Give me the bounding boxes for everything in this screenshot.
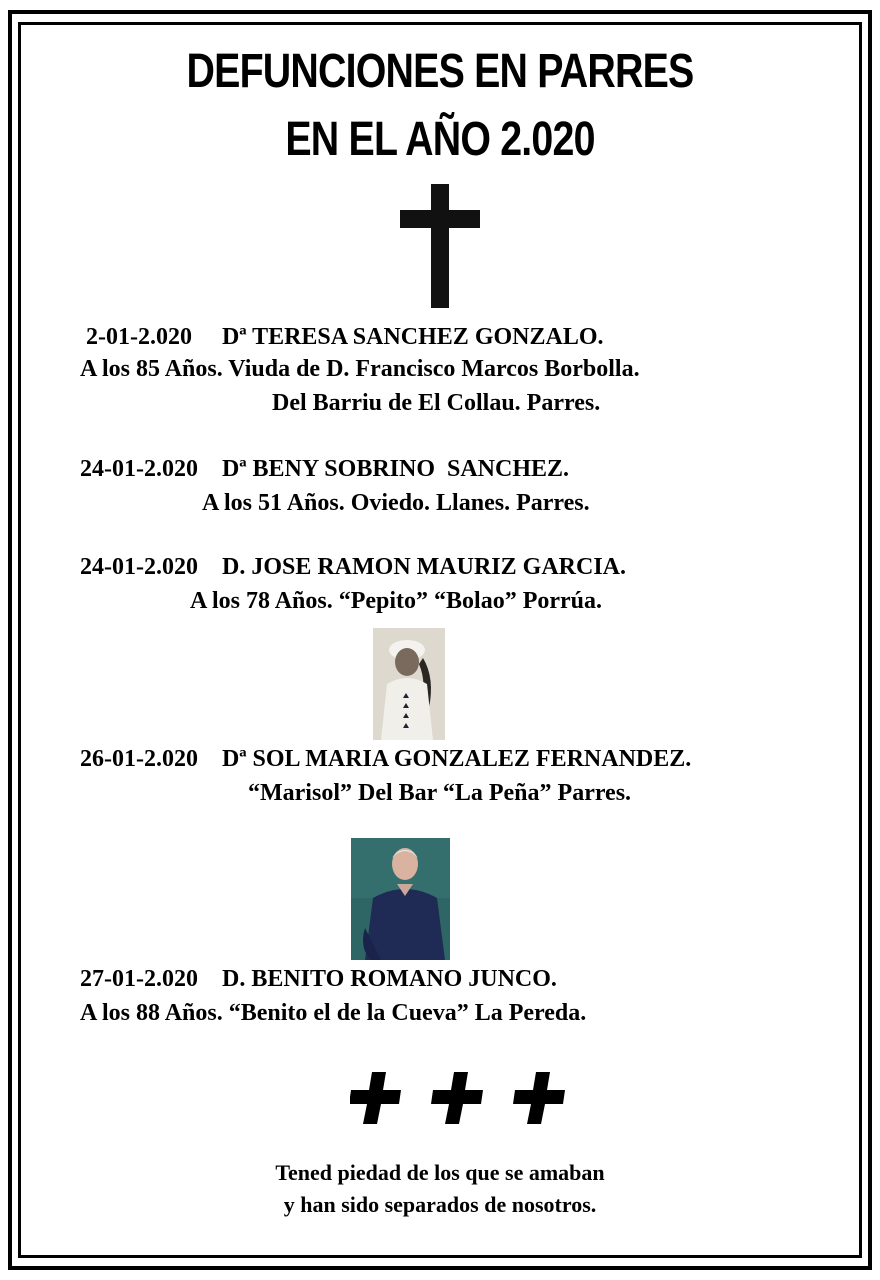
entry-5-header: 27-01-2.020 D. BENITO ROMANO JUNCO.	[80, 966, 557, 992]
entry-4-header: 26-01-2.020 Dª SOL MARIA GONZALEZ FERNANDEZ.	[80, 746, 692, 772]
portrait-photo-benito	[351, 838, 450, 960]
entry-3-detail-1: A los 78 Años. “Pepito” “Bolao” Porrúa.	[190, 588, 603, 614]
entry-1-detail-2: Del Barriu de El Collau. Parres.	[272, 390, 601, 416]
entry-1-header: 2-01-2.020 Dª TERESA SANCHEZ GONZALO.	[86, 324, 604, 350]
portrait-photo-marisol	[373, 628, 445, 740]
entry-5-detail-1: A los 88 Años. “Benito el de la Cueva” La Pereda.	[80, 1000, 587, 1026]
closing-line-2: y han sido separados de nosotros.	[283, 1192, 597, 1217]
entry-2-detail-1: A los 51 Años. Oviedo. Llanes. Parres.	[202, 490, 590, 516]
page-title-line-1: DEFUNCIONES EN PARRES	[186, 45, 694, 98]
closing-line-1: Tened piedad de los que se amaban	[275, 1160, 605, 1185]
entry-4-detail-1: “Marisol” Del Bar “La Peña” Parres.	[248, 780, 632, 806]
page-title-line-2: EN EL AÑO 2.020	[285, 113, 595, 166]
entry-2-header: 24-01-2.020 Dª BENY SOBRINO SANCHEZ.	[80, 456, 570, 482]
three-crosses-icon	[350, 1070, 580, 1126]
latin-cross-icon	[398, 182, 482, 310]
entry-3-header: 24-01-2.020 D. JOSE RAMON MAURIZ GARCIA.	[80, 554, 626, 580]
entry-1-detail-1: A los 85 Años. Viuda de D. Francisco Marcos Borbolla.	[80, 356, 640, 382]
